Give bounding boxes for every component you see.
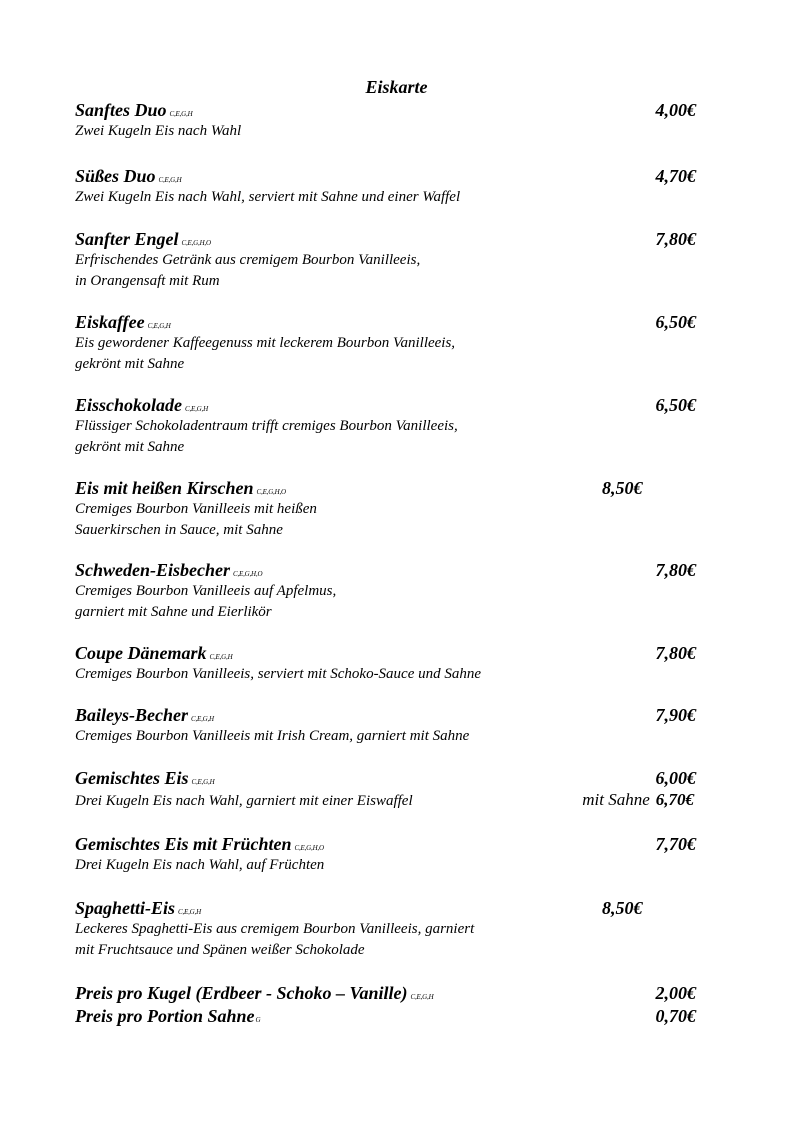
item-description: Zwei Kugeln Eis nach Wahl, serviert mit Sahne und einer Waffel bbox=[75, 189, 461, 205]
extra-option-label: mit Sahne bbox=[582, 790, 650, 809]
item-price: 6,00€ bbox=[655, 768, 696, 788]
allergen-codes: C,E,G,H bbox=[185, 405, 208, 413]
allergen-codes: G bbox=[255, 1016, 261, 1024]
item-price: 7,70€ bbox=[655, 834, 696, 854]
item-description: Cremiges Bourbon Vanilleeis mit Irish Cream, garniert mit Sahne bbox=[75, 728, 470, 744]
menu-item-schweden-eisbecher bbox=[75, 559, 715, 622]
allergen-codes: C,E,G,H bbox=[147, 322, 171, 330]
item-price: 8,50€ bbox=[602, 478, 643, 498]
item-price: 7,90€ bbox=[655, 705, 696, 725]
allergen-codes: C,E,G,H bbox=[190, 715, 214, 723]
menu-item-gemischtes-eis-mit-fruechten bbox=[75, 833, 715, 876]
allergen-codes: C,E,G,H bbox=[191, 778, 215, 786]
menu-item-sanftes-duo bbox=[75, 99, 715, 142]
page-title: Eiskarte bbox=[365, 77, 428, 97]
menu-item-sanfter-engel bbox=[75, 228, 715, 291]
item-description: Erfrischendes Getränk aus cremigem Bourbon Vanilleeis, bbox=[75, 252, 421, 268]
item-price: 6,50€ bbox=[655, 312, 696, 332]
menu-item-spaghetti-eis bbox=[75, 897, 715, 960]
allergen-codes: C,E,G,H bbox=[169, 110, 193, 118]
item-price: 8,50€ bbox=[602, 898, 643, 918]
item-description: Cremiges Bourbon Vanilleeis auf Apfelmus, bbox=[75, 583, 337, 599]
item-name: Eisschokolade bbox=[75, 395, 183, 415]
item-description: mit Fruchtsauce und Spänen weißer Schokolade bbox=[75, 941, 365, 958]
item-price: 0,70€ bbox=[655, 1006, 696, 1026]
item-price: 4,70€ bbox=[655, 166, 696, 186]
item-description: gekrönt mit Sahne bbox=[75, 355, 185, 372]
item-name: Sanfter Engel bbox=[75, 229, 179, 249]
extra-option bbox=[582, 789, 694, 811]
item-name: Süßes Duo bbox=[75, 166, 156, 186]
menu-item-gemischtes-eis bbox=[75, 767, 715, 812]
menu-item-baileys-becher bbox=[75, 704, 715, 747]
item-description: Flüssiger Schokoladentraum trifft cremiges Bourbon Vanilleeis, bbox=[75, 418, 458, 434]
item-name: Coupe Dänemark bbox=[75, 643, 207, 663]
allergen-codes: C,E,G,H,O bbox=[181, 239, 211, 247]
menu-item-suesses-duo bbox=[75, 165, 715, 208]
allergen-codes: C,E,G,H,O bbox=[294, 844, 324, 852]
menu-item-eisschokolade bbox=[75, 394, 715, 457]
item-price: 4,00€ bbox=[655, 100, 696, 120]
item-price: 7,80€ bbox=[655, 560, 696, 580]
allergen-codes: C,E,G,H bbox=[178, 908, 201, 916]
allergen-codes: C,E,G,H bbox=[158, 176, 182, 184]
allergen-codes: C,E,G,H bbox=[410, 993, 434, 1001]
item-name: Gemischtes Eis bbox=[75, 768, 189, 788]
item-name: Eiskaffee bbox=[75, 312, 145, 332]
item-description: Sauerkirschen in Sauce, mit Sahne bbox=[75, 521, 283, 538]
item-description: gekrönt mit Sahne bbox=[75, 438, 185, 455]
item-name: Baileys-Becher bbox=[75, 705, 188, 725]
menu-item-coupe-daenemark bbox=[75, 642, 715, 685]
item-name: Gemischtes Eis mit Früchten bbox=[75, 834, 292, 854]
item-name: Eis mit heißen Kirschen bbox=[75, 478, 254, 498]
item-price: 7,80€ bbox=[655, 643, 696, 663]
price-per-scoop bbox=[75, 982, 715, 1004]
allergen-codes: C,E,G,H,O bbox=[256, 488, 286, 496]
item-description: Drei Kugeln Eis nach Wahl, auf Früchten bbox=[75, 857, 325, 873]
item-description: Zwei Kugeln Eis nach Wahl bbox=[75, 123, 242, 139]
item-name: Spaghetti-Eis bbox=[75, 898, 176, 918]
item-description: Cremiges Bourbon Vanilleeis, serviert mit Schoko-Sauce und Sahne bbox=[75, 666, 482, 682]
allergen-codes: C,E,G,H bbox=[209, 653, 233, 661]
item-name: Preis pro Portion Sahne bbox=[75, 1006, 255, 1026]
price-per-cream-portion bbox=[75, 1005, 715, 1027]
item-name: Preis pro Kugel (Erdbeer - Schoko – Vanille) bbox=[75, 983, 408, 1003]
menu-item-eiskaffee bbox=[75, 311, 715, 374]
item-name: Schweden-Eisbecher bbox=[75, 560, 230, 580]
allergen-codes: C,E,G,H,O bbox=[233, 570, 263, 578]
item-price: 7,80€ bbox=[655, 229, 696, 249]
item-description: Leckeres Spaghetti-Eis aus cremigem Bourbon Vanilleeis, garniert bbox=[75, 921, 475, 937]
extra-option-price: 6,70€ bbox=[655, 790, 694, 809]
item-description: garniert mit Sahne und Eierlikör bbox=[75, 603, 272, 620]
item-price: 6,50€ bbox=[655, 395, 696, 415]
item-description: Eis gewordener Kaffeegenuss mit leckerem Bourbon Vanilleeis, bbox=[75, 335, 456, 351]
item-name: Sanftes Duo bbox=[75, 100, 167, 120]
item-price: 2,00€ bbox=[655, 983, 696, 1003]
menu-item-eis-mit-heissen-kirschen bbox=[75, 477, 715, 540]
item-description: in Orangensaft mit Rum bbox=[75, 272, 220, 289]
item-description: Drei Kugeln Eis nach Wahl, garniert mit einer Eiswaffel bbox=[75, 793, 413, 809]
item-description: Cremiges Bourbon Vanilleeis mit heißen bbox=[75, 501, 317, 517]
